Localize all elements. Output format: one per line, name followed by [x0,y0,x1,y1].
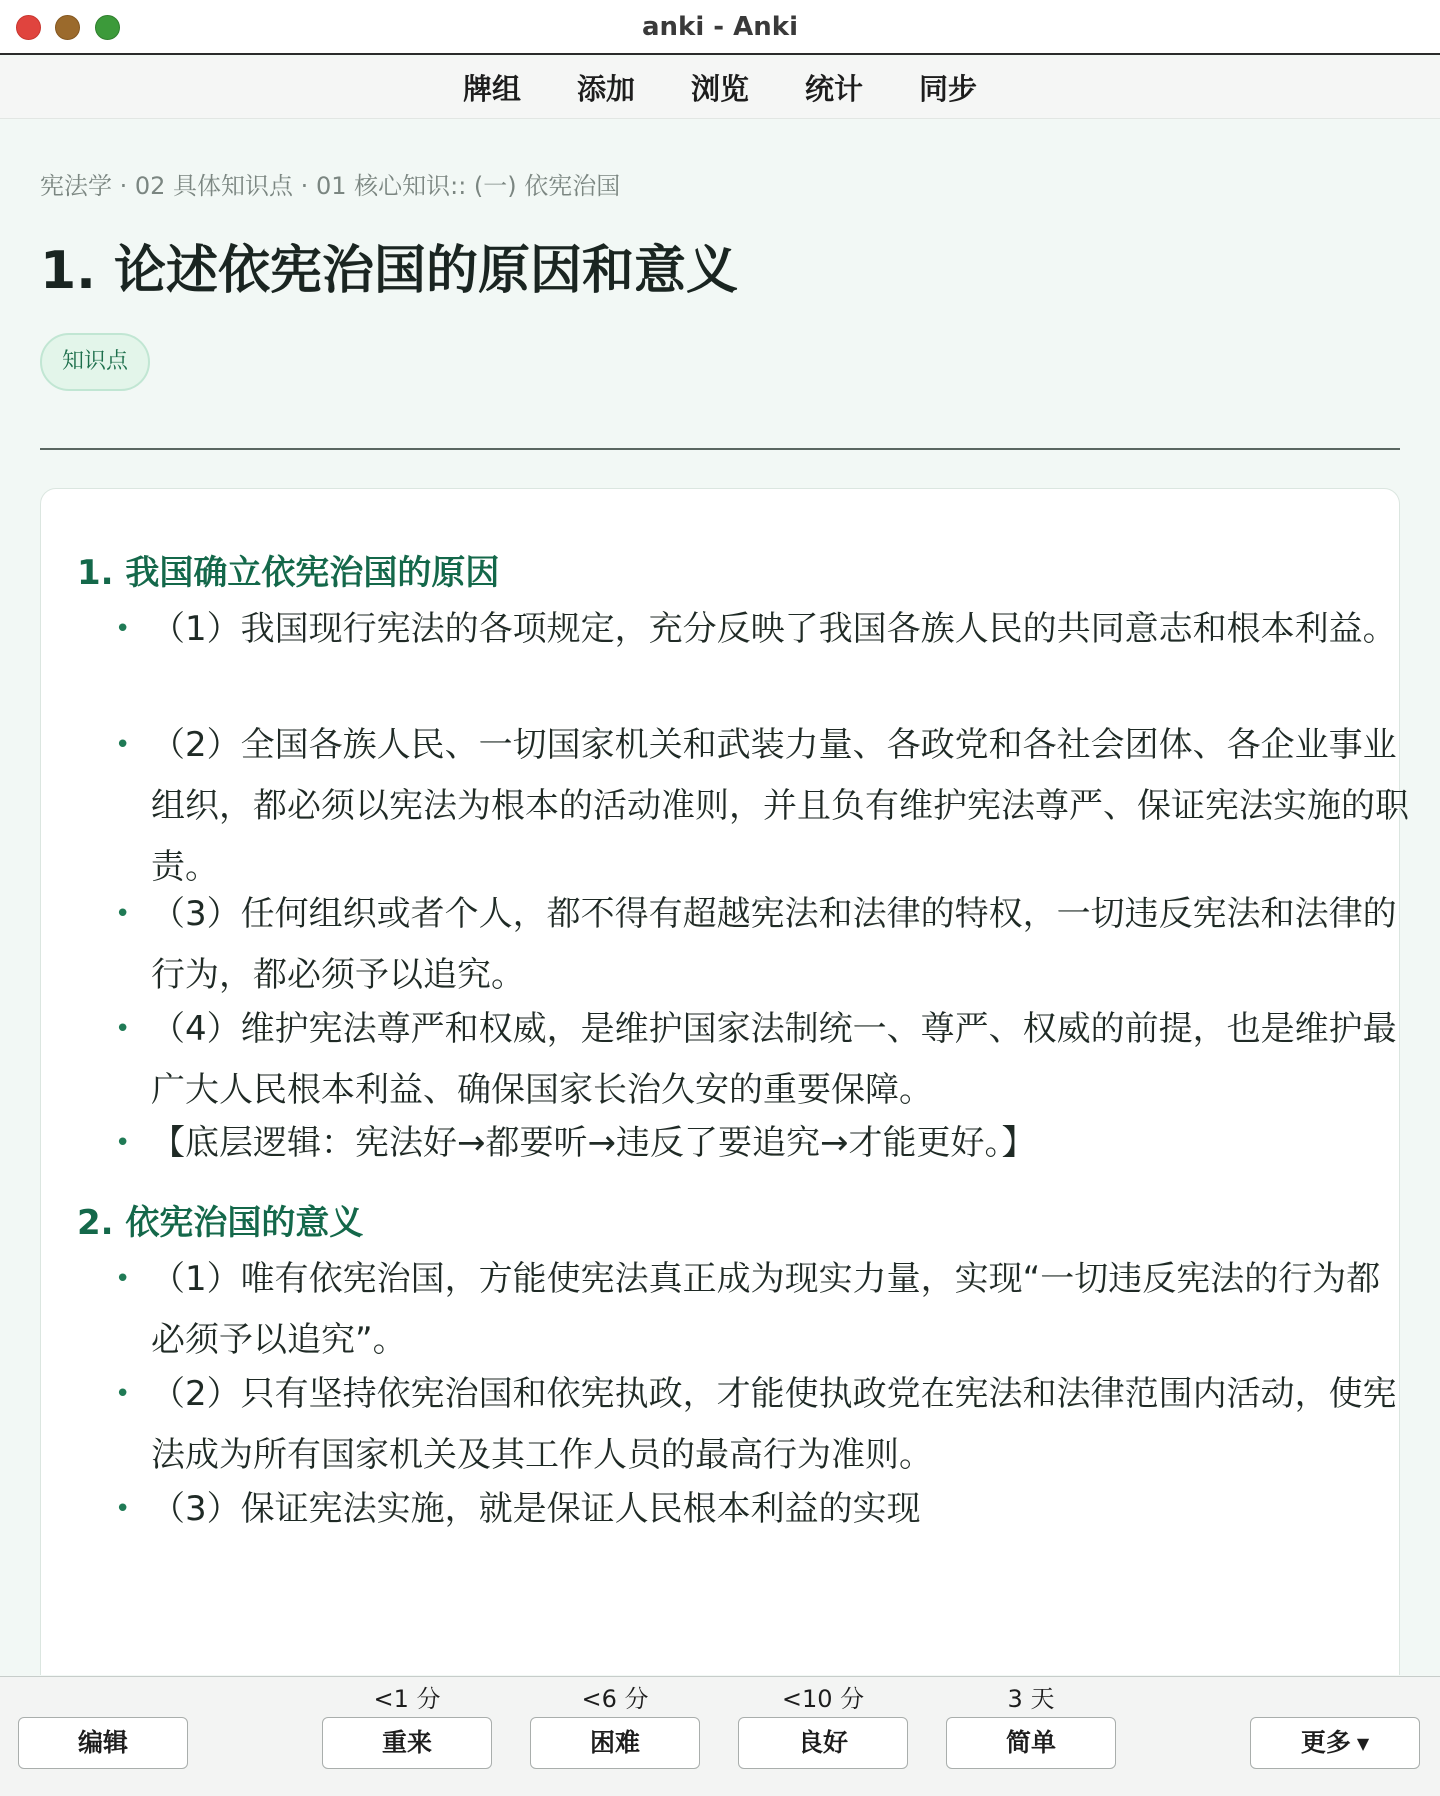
list-item: （2）只有坚持依宪治国和依宪执政，才能使执政党在宪法和法律范围内活动，使宪法成为所有国家机关及其工作人员的最高行为准则。 [151,1374,1397,1475]
list-item: （2）全国各族人民、一切国家机关和武装力量、各政党和各社会团体、各企业事业组织，都必须以宪法为根本的活动准则，并且负有维护宪法尊严、保证宪法实施的职责。 [151,725,1409,887]
toolbar-stats[interactable]: 统计 [805,72,864,106]
title-bar [0,0,1440,55]
bullet-icon: • [115,1264,131,1294]
good-button[interactable]: 良好 [738,1717,908,1769]
edit-button[interactable]: 编辑 [18,1717,188,1769]
bullet-icon: • [115,1014,131,1044]
again-button[interactable]: 重来 [322,1717,492,1769]
bullet-icon: • [115,1379,131,1409]
more-button[interactable] [1250,1717,1420,1769]
list-item: （4）维护宪法尊严和权威，是维护国家法制统一、尊严、权威的前提，也是维护最广大人民根本利益、确保国家长治久安的重要保障。 [151,1009,1397,1110]
toolbar-add[interactable]: 添加 [576,72,635,106]
review-bottom-bar [0,1676,1440,1796]
bullet-icon: • [115,614,131,644]
hard-interval: <6 分 [581,1685,649,1713]
list-item: （3）保证宪法实施，就是保证人民根本利益的实现 [151,1489,921,1529]
toolbar-browse[interactable]: 浏览 [690,72,749,106]
main-toolbar [0,57,1440,119]
deck-breadcrumb: 宪法学 · 02 具体知识点 · 01 核心知识:: (一) 依宪治国 [40,172,621,200]
easy-interval: 3 天 [1007,1685,1055,1713]
card-review-area [0,120,1440,1675]
bullet-icon: • [115,1128,131,1158]
toolbar-sync[interactable]: 同步 [919,72,978,106]
section-heading-reasons: 1. 我国确立依宪治国的原因 [77,553,500,593]
bullet-icon: • [115,730,131,760]
chevron-down-icon: ▼ [1356,1734,1370,1753]
list-item: （1）我国现行宪法的各项规定，充分反映了我国各族人民的共同意志和根本利益。 [151,609,1397,649]
window-title: anki - Anki [642,12,798,42]
bullet-icon: • [115,1494,131,1524]
answer-divider [40,448,1400,450]
list-item: （3）任何组织或者个人，都不得有超越宪法和法律的特权，一切违反宪法和法律的行为，都必须予以追究。 [151,894,1397,995]
list-item: （1）唯有依宪治国，方能使宪法真正成为现实力量，实现“一切违反宪法的行为都必须予以追究”。 [151,1259,1381,1360]
list-item: 【底层逻辑：宪法好→都要听→违反了要追究→才能更好。】 [151,1123,1036,1163]
good-interval: <10 分 [781,1685,865,1713]
answer-box [40,488,1409,1675]
more-button-label: 更多 [1300,1728,1351,1757]
section-heading-significance: 2. 依宪治国的意义 [77,1203,364,1243]
hard-button[interactable]: 困难 [530,1717,700,1769]
easy-button[interactable]: 简单 [946,1717,1116,1769]
card-question-title: 1. 论述依宪治国的原因和意义 [40,241,739,301]
card-tag: 知识点 [40,333,150,391]
again-interval: <1 分 [373,1685,441,1713]
toolbar-decks[interactable]: 牌组 [462,72,521,106]
bullet-icon: • [115,899,131,929]
